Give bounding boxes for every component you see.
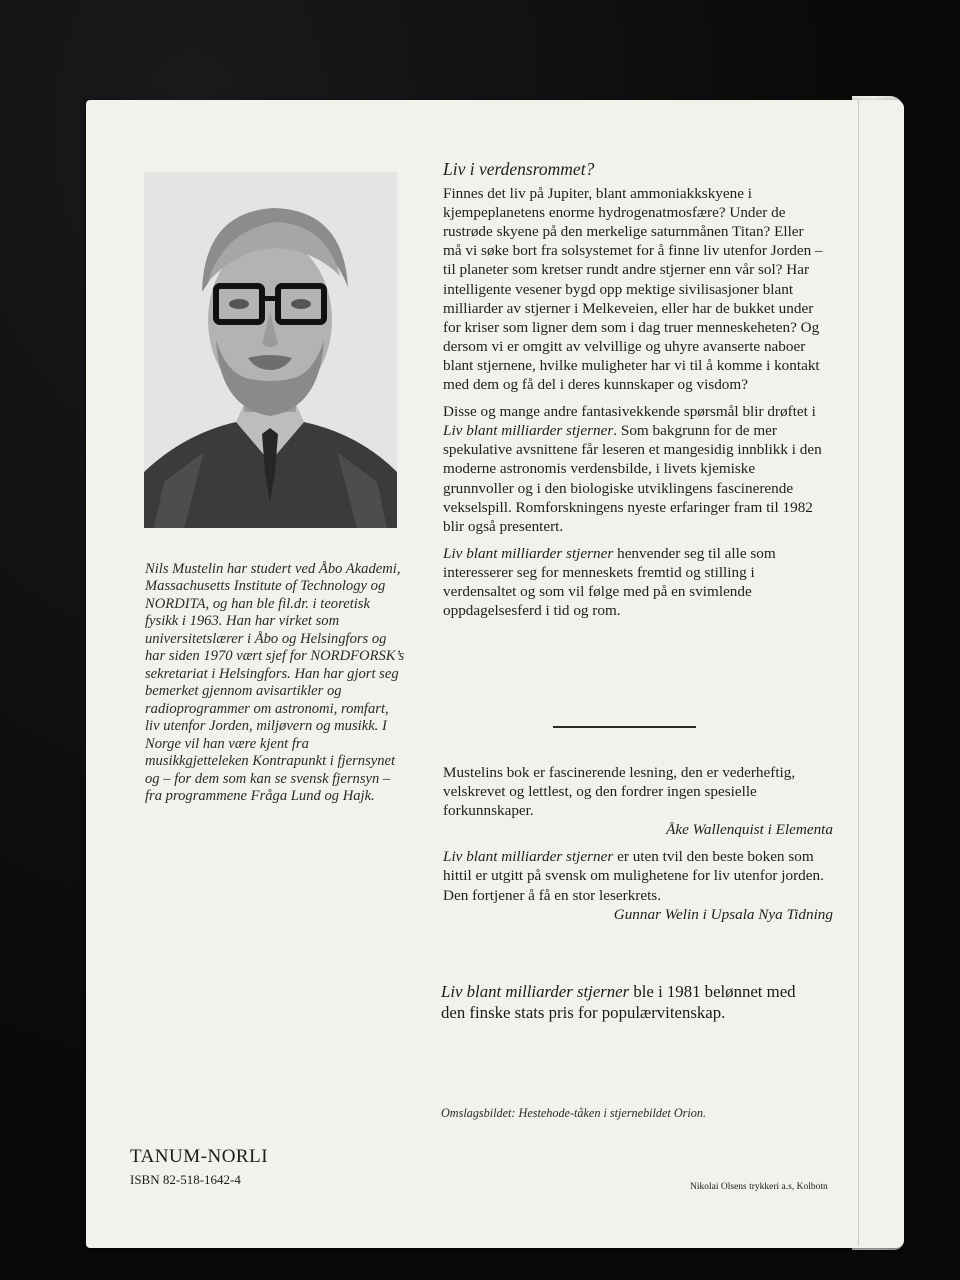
review-text: er uten tvil den beste boken som hittil er utgitt på svensk om mulighetene for liv utenfor jorden. Den fortjener å få en stor leserkrets.: [443, 848, 824, 904]
review-1-source: Åke Wallenquist i Elementa: [666, 821, 833, 839]
award-body: ble i 1981 belønnet med den finske stats pris for populærvitenskap.: [441, 982, 796, 1022]
blurb-headline: Liv i verdensrommet?: [443, 159, 595, 179]
publisher-name: TANUM-NORLI: [130, 1146, 269, 1167]
award-text: [441, 981, 821, 1023]
blurb-text: Disse og mange andre fantasivekkende spørsmål blir drøftet i: [443, 403, 816, 421]
blurb-paragraph-3: [443, 544, 825, 620]
review-2-text: [443, 847, 833, 904]
author-bio: Nils Mustelin har studert ved Åbo Akademi, Massachusetts Institute of Technology og NORDITA, og han ble fil.dr. i teoretisk fysikk i 1963. Han har virket som universitetslærer i Åbo og Helsingfors og har siden 1970 vært sjef for NORDFORSK’s sekretariat i Helsingfors. Han har gjort seg bemerket gjennom avisartikler og radioprogrammer om astronomi, romfart, liv utenfor Jorden, miljøvern og musikk. I Norge vil han være kjent fra musikkgjetteleken Kontrapunkt i fjernsynet og – for dem som kan se svensk fjernsyn – fra programmene Fråga Lund og Hajk.: [145, 560, 405, 805]
blurb-text: . Som bakgrunn for de mer spekulative avsnittene får leseren et mangesidig innblikk i den moderne astronomis verdensbilde, i livets kjemiske grunnvoller og i den biologiske utviklingens fascinerende vekselspill. Romforskningens nyeste erfaringer fram til 1982 blir også presentert.: [443, 422, 822, 535]
review-1-text: Mustelins bok er fascinerende lesning, den er vederheftig, velskrevet og lettlest, og den fordrer ingen spesielle forkunnskaper.: [443, 764, 796, 820]
blurb-column: [443, 160, 825, 620]
review-quotes: [443, 763, 833, 924]
author-portrait: [144, 172, 397, 528]
blurb-paragraph-2: [443, 402, 825, 536]
cover-caption: Omslagsbildet: Hestehode-tåken i stjernebildet Orion.: [441, 1106, 707, 1121]
isbn-number: ISBN 82-518-1642-4: [130, 1172, 241, 1187]
award-notice: [441, 981, 821, 1023]
book-title: Liv blant milliarder stjerner: [443, 848, 614, 866]
blurb-text: henvender seg til alle som interesserer seg for menneskets fremtid og stilling i verdensaltet og som vil følge med på en svimlende oppdagelsesferd i tid og rom.: [443, 544, 776, 620]
book-title: Liv blant milliarder stjerner: [443, 422, 614, 440]
printer-credit: Nikolai Olsens trykkeri a.s, Kolbotn: [690, 1182, 828, 1192]
review-2-source: Gunnar Welin i Upsala Nya Tidning: [613, 905, 833, 923]
book-title: Liv blant milliarder stjerner: [441, 982, 630, 1001]
book-title: Liv blant milliarder stjerner: [443, 544, 614, 562]
blurb-paragraph-1: Finnes det liv på Jupiter, blant ammoniakkskyene i kjempeplanetens enorme hydrogenatmosfære? Under de rustrøde skyene på den merkelige saturnmånen Titan? Eller må vi søke bort fra solsystemet for å finne liv utenfor Jorden – til planeter som kretser rundt andre stjerner enn vår sol? Har intelligente vesener bygd opp mektige sivilisasjoner blant milliarder av stjerner i Melkeveien, eller har de bukket under for kriser som ligner dem som i dag truer menneskeheten? Og dersom vi er omgitt av velvillige og uhyre avanserte naboer blant stjernene, hvilke muligheter har vi til å komme i kontakt med dem og få del i deres kunnskaper og visdom?: [443, 185, 823, 394]
section-divider: [553, 726, 696, 728]
spine-crease: [858, 100, 859, 1246]
